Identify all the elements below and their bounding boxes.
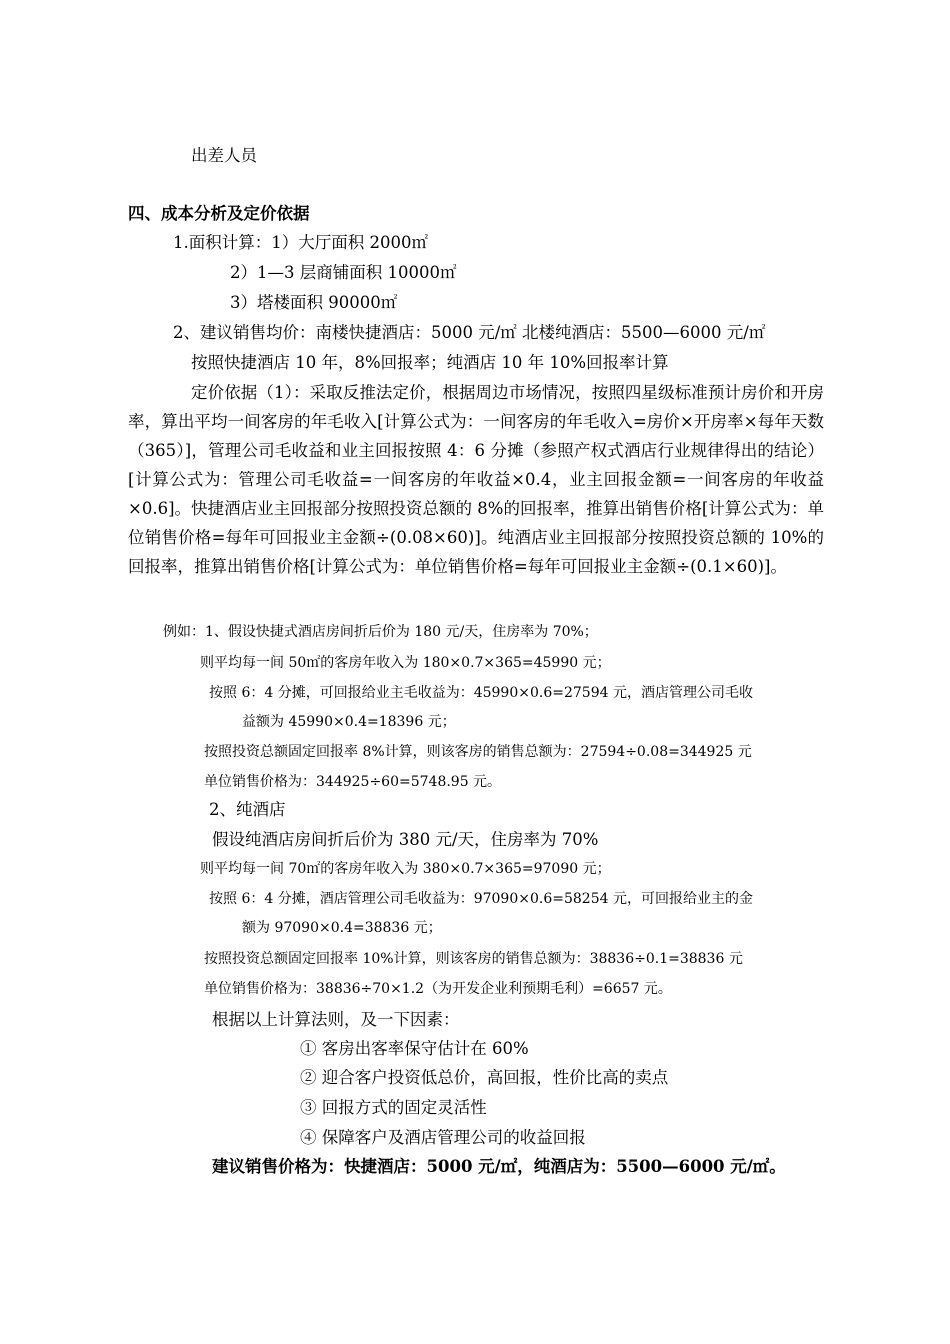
price-line-2: 按照快捷酒店 10 年，8%回报率；纯酒店 10 年 10%回报率计算 bbox=[191, 353, 669, 372]
example1-line-1: 例如：1、假设快捷式酒店房间折后价为 180 元/天，住房率为 70%； bbox=[163, 624, 598, 640]
price-line-1: 2、建议销售均价：南楼快捷酒店：5000 元/㎡ 北楼纯酒店：5500—6000 元/㎡ bbox=[173, 323, 766, 342]
area-line-2: 2）1—3 层商铺面积 10000㎡ bbox=[230, 263, 457, 282]
factors-intro: 根据以上计算法则，及一下因素： bbox=[212, 1010, 460, 1029]
example2-line-5: 按照投资总额固定回报率 10%计算，则该客房的销售总额为：38836÷0.1=38836 元 bbox=[204, 951, 743, 967]
factor-item: ③ 回报方式的固定灵活性 bbox=[300, 1098, 487, 1117]
section-heading: 四、成本分析及定价依据 bbox=[128, 204, 310, 223]
example2-line-1: 假设纯酒店房间折后价为 380 元/天，住房率为 70% bbox=[212, 830, 599, 849]
example1-line-4: 益额为 45990×0.4=18396 元； bbox=[242, 714, 456, 730]
example2-line-4: 额为 97090×0.4=38836 元； bbox=[242, 920, 442, 936]
factor-item: ④ 保障客户及酒店管理公司的收益回报 bbox=[300, 1128, 586, 1147]
pricing-basis-paragraph: 定价依据（1）：采取反推法定价，根据周边市场情况，按照四星级标准预计房价和开房率，算出平均一间客房的年毛收入[计算公式为：一间客房的年毛收入=房价×开房率×每年天数（365）]，管理公司毛收益和业主回报按照 4：6 分摊（参照产权式酒店行业规律得出的结论）[计算公式为：管理公司毛收益=一间客房的年收益×0.4，业主回报金额=一间客房的年收益×0.6]。快捷酒店业主回报部分按照投资总额的 8%的回报率，推算出销售价格[计算公式为：单位销售价格=每年可回报业主金额÷(0.08×60)]。纯酒店业主回报部分按照投资总额的 10%的回报率，推算出销售价格[计算公式为：单位销售价格=每年可回报业主金额÷(0.1×60)]。 bbox=[128, 383, 824, 576]
area-line-3: 3）塔楼面积 90000㎡ bbox=[230, 293, 398, 312]
example2-line-6: 单位销售价格为：38836÷70×1.2（为开发企业利预期毛利）=6657 元。 bbox=[204, 981, 672, 997]
factor-item: ① 客房出客率保守估计在 60% bbox=[300, 1039, 529, 1058]
example2-heading: 2、纯酒店 bbox=[209, 800, 286, 819]
conclusion: 建议销售价格为：快捷酒店：5000 元/㎡，纯酒店为：5500—6000 元/㎡。 bbox=[212, 1157, 786, 1176]
factor-item: ② 迎合客户投资低总价，高回报，性价比高的卖点 bbox=[300, 1068, 669, 1087]
example2-line-3: 按照 6：4 分摊，酒店管理公司毛收益为：97090×0.6=58254 元，可回报给业主的金 bbox=[209, 891, 753, 907]
example2-line-2: 则平均每一间 70㎡的客房年收入为 380×0.7×365=97090 元； bbox=[200, 861, 611, 877]
area-line-1: 1.面积计算：1）大厅面积 2000㎡ bbox=[173, 233, 428, 252]
example1-line-2: 则平均每一间 50㎡的客房年收入为 180×0.7×365=45990 元； bbox=[200, 655, 611, 671]
example1-line-6: 单位销售价格为：344925÷60=5748.95 元。 bbox=[204, 774, 502, 790]
example1-line-3: 按照 6：4 分摊，可回报给业主毛收益为：45990×0.6=27594 元，酒店管理公司毛收 bbox=[209, 685, 753, 701]
intro-line: 出差人员 bbox=[191, 146, 257, 165]
example1-line-5: 按照投资总额固定回报率 8%计算，则该客房的销售总额为：27594÷0.08=344925 元 bbox=[204, 744, 752, 760]
